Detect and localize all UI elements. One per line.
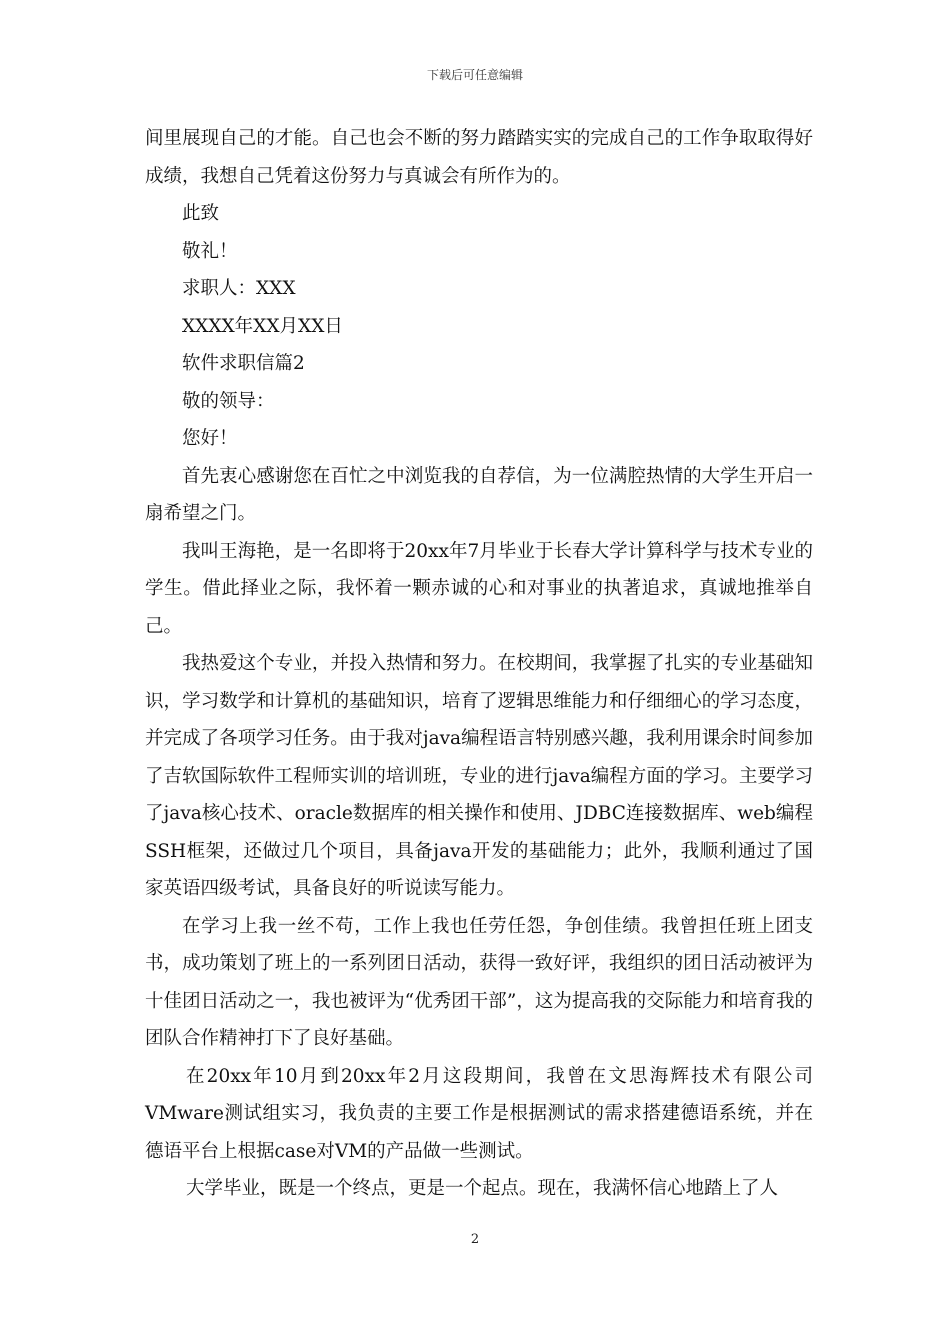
greeting-recipient: 敬的领导： [182, 390, 275, 412]
paragraph-studies: 我热爱这个专业，并投入热情和努力。在校期间，我掌握了扎实的专业基础知识，学习数学和计算机的基础知识，培育了逻辑思维能力和仔细细心的学习态度，并完成了各项学习任务。由于我对java编程语言特别感兴趣，我利用课余时间参加了吉软国际软件工程师实训的培训班，专业的进行java编程方面的学习。主要学习了java核心技术、oracle数据库的相关操作和使用、JDBC连接数据库、web编程SSH框架，还做过几个项目，具备java开发的基础能力；此外，我顺利通过了国家英语四级考试，具备良好的听说读写能力。 [145, 653, 813, 899]
applicant-name: 求职人：XXX [182, 278, 296, 299]
page-header: 下载后可任意编辑 [426, 68, 523, 82]
closing-salutation: 此致 [182, 203, 220, 224]
paragraph-activities: 在学习上我一丝不苟，工作上我也任劳任怨，争创佳绩。我曾担任班上团支书，成功策划了班上的一系列团日活动，获得一致好评，我组织的团日活动被评为十佳团日活动之一，我也被评为“优秀团干部”，这为提高我的交际能力和培育我的团队合作精神打下了良好基础。 [145, 915, 813, 1049]
paragraph-continuation: 间里展现自己的才能。自己也会不断的努力踏踏实实的完成自己的工作争取取得好成绩，我想自己凭着这份努力与真诚会有所作为的。 [145, 128, 813, 187]
paragraph-internship: 在20xx年10月到20xx年2月这段期间，我曾在文思海辉技术有限公司VMware测试组实习，我负责的主要工作是根据测试的需求搭建德语系统，并在德语平台上根据case对VM的产品做一些测试。 [145, 1065, 813, 1162]
document-body [145, 120, 813, 1208]
paragraph-intro: 首先衷心感谢您在百忙之中浏览我的自荐信，为一位满腔热情的大学生开启一扇希望之门。 [145, 465, 813, 524]
letter-date: XXXX年XX月XX日 [182, 315, 343, 337]
page-number: 2 [470, 1232, 480, 1247]
greeting-hello: 您好！ [182, 428, 238, 449]
section-title: 软件求职信篇2 [182, 353, 305, 374]
paragraph-self-introduction: 我叫王海艳，是一名即将于20xx年7月毕业于长春大学计算科学与技术专业的学生。借此择业之际，我怀着一颗赤诚的心和对事业的执著追求，真诚地推举自己。 [145, 540, 813, 637]
paragraph-conclusion: 大学毕业，既是一个终点，更是一个起点。现在，我满怀信心地踏上了人 [186, 1178, 779, 1199]
closing-regards: 敬礼！ [182, 240, 238, 262]
